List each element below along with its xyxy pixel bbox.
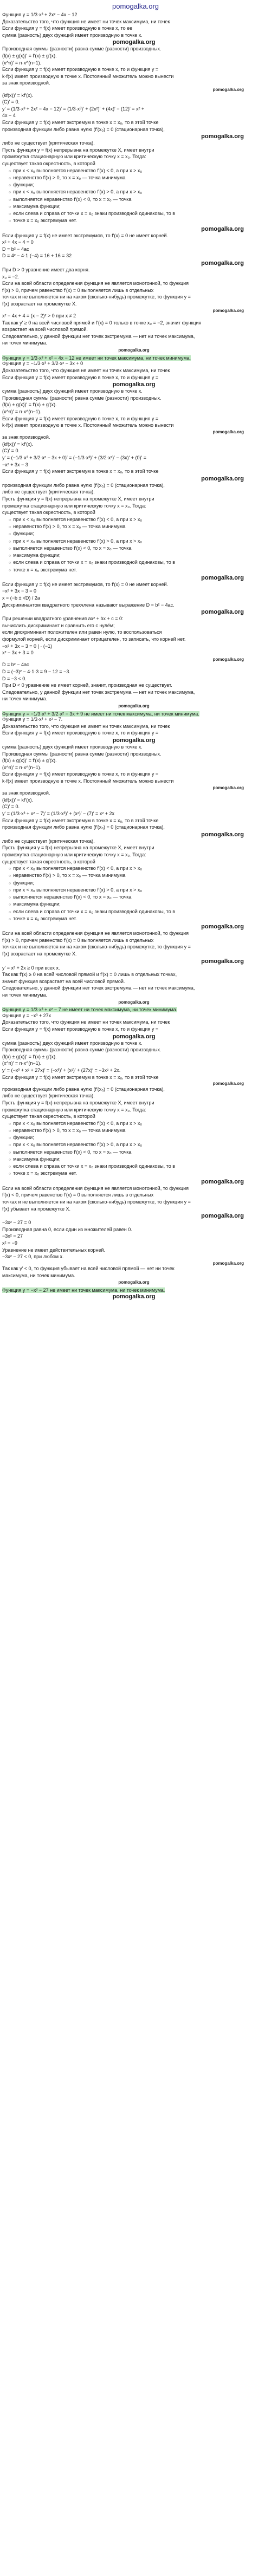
text-line: D = b² − 4ac (2, 246, 29, 252)
text-line: если дискриминант положителен или равен нулю, то воспользоваться (2, 629, 162, 635)
text-line: Если функция y = f(x) имеет производную в точке x, то и функция y = (2, 415, 159, 421)
condition-item: ○ выполняется неравенство f′(x) < 0, то x = x₀ — точка (9, 894, 266, 900)
text-line: D = b² − 4ac (2, 662, 29, 668)
watermark (2, 381, 266, 388)
condition-item: ○ максимума функции; (9, 552, 266, 558)
text-line: Функция y = −1/3·x³ + 3/2·x² − 3x + 0 (2, 361, 83, 367)
text-line: Если функция y = f(x) имеет экстремум в точке x = x₀, то в этой точке (2, 817, 159, 823)
text-line: Пусть функция y = f(x) непрерывна на промежутке X, имеет внутри (2, 1100, 154, 1105)
text-line: (f(x) ± g(x))′ = f′(x) ± g′(x). (2, 53, 57, 59)
watermark-text: pomogalka.org (212, 87, 244, 93)
watermark (2, 347, 266, 353)
watermark (2, 430, 266, 434)
text-line: сумма (разность) двух функций имеет производную в точке x. (2, 1040, 143, 1046)
condition-item: ○ при x < x₀ выполняется неравенство f′(x) < 0, а при x > x₀ (9, 866, 266, 871)
text-line: D = (−3)² − 4·1·3 = 9 − 12 = −3. (2, 668, 70, 674)
condition-list (2, 168, 266, 224)
watermark-text: pomogalka.org (212, 1081, 244, 1087)
text-line: Если функция y = f(x) имеет производную в точке x, то и функция y = (2, 374, 159, 380)
text-line: (C)′ = 0. (2, 448, 20, 454)
watermark (2, 39, 266, 46)
text-line: При D < 0 уравнение не имеет корней, значит, производная не существует. (2, 682, 172, 688)
text-line: максимума, ни точек минимума. (2, 1272, 75, 1278)
solution-section (2, 355, 266, 709)
watermark-text: pomogalka.org (201, 958, 244, 965)
text-line: Если функция y = f(x) имеет производную в точке x, то и функция y = (2, 67, 159, 73)
text-line: f′(x) > 0, причем равенство f′(x) = 0 выполняется лишь в отдельных (2, 937, 154, 943)
text-line: Следовательно, у данной функции нет точек экстремума — нет ни точек максимума, (2, 689, 195, 695)
watermark (2, 737, 266, 744)
condition-item: ○ выполняется неравенство f′(x) < 0, то x = x₀ — точка (9, 197, 266, 203)
condition-item: ○ функции; (9, 531, 266, 537)
text-line: y′ = (1/3·x³ + x² − 7)′ = (1/3·x³)′ + (x²)′ − (7)′ = x² + 2x (2, 810, 114, 816)
watermark (2, 260, 266, 267)
text-line: Функция y = −x³ + 27x (2, 1012, 51, 1018)
condition-item: ○ функции; (9, 880, 266, 886)
section-title: Функция y = 1/3·x³ + x² − 7 не имеет ни точек максимума, ни точек минимума. (2, 1007, 178, 1013)
condition-item: ○ при x < x₀ выполняется неравенство f′(x) < 0, а при x > x₀ (9, 517, 266, 523)
watermark (2, 308, 266, 313)
text-line: x² = −9 (2, 1240, 18, 1246)
watermark (2, 1293, 266, 1300)
watermark (2, 785, 266, 790)
watermark-text: pomogalka.org (212, 785, 244, 790)
condition-item: ○ максимума функции; (9, 204, 266, 210)
text-line: y′ = (1/3·x³ + 2x² − 4x − 12)′ = (1/3·x³)′ + (2x²)′ + (4x)′ − (12)′ = x² + (2, 106, 145, 112)
text-line: f′(x) > 0, причем равенство f′(x) = 0 выполняется лишь в отдельных (2, 287, 154, 293)
text-line: −x² + 3x − 3 = 0 | · (−1) (2, 643, 53, 649)
text-line: промежутка стационарную или критическую точку x = x₀. Тогда: (2, 503, 146, 509)
condition-item: ○ неравенство f′(x) > 0, то x = x₀ — точка минимума (9, 873, 266, 879)
text-line: (C)′ = 0. (2, 99, 20, 105)
text-line: −3x² − 27 < 0, при любом x. (2, 1254, 64, 1260)
text-line: −3x² = 27 (2, 1233, 23, 1239)
text-line: 4x − 4 (2, 113, 16, 119)
watermark-text: pomogalka.org (201, 475, 244, 482)
text-line: Доказательство того, что функция не имеет ни точек максимума, ни точек (2, 18, 170, 24)
watermark (2, 476, 266, 483)
text-line: либо не существует (критическая точка). (2, 140, 95, 146)
text-line: ни точек минимума. (2, 992, 48, 998)
text-line: f′(x) < 0, причем равенство f′(x) = 0 выполняется лишь в отдельных (2, 1192, 154, 1198)
watermark (2, 657, 266, 662)
watermark-text: pomogalka.org (212, 308, 244, 313)
text-line: Если функция y = f(x) имеет экстремум в точке x = x₀, то в этой точке (2, 469, 159, 474)
watermark-text: pomogalka.org (112, 737, 156, 744)
text-line: Если функция y = f(x) имеет производную в точке x, то и функция y = (2, 771, 159, 777)
text-line: производная функции либо равна нулю (f′(x₀) = 0 (стационарная точка), (2, 482, 165, 488)
section-title: Функция y = 1/3·x³ + 2x² − 4x − 12 (2, 12, 78, 17)
watermark (2, 703, 266, 709)
text-line: вычислить дискриминант и сравнить его с нулём; (2, 622, 115, 628)
watermark-text: pomogalka.org (112, 39, 156, 46)
text-line: либо не существует (критическая точка). (2, 1093, 95, 1099)
text-line: либо не существует (критическая точка). (2, 489, 95, 495)
watermark-text: pomogalka.org (201, 225, 244, 232)
text-line: за знак производной. (2, 434, 50, 440)
watermark-text: pomogalka.org (212, 1260, 244, 1266)
text-line: (C)′ = 0. (2, 804, 20, 810)
text-line: точках и не выполняется ни на каком (сколько-нибудь) промежутке, то функция y = (2, 944, 191, 950)
condition-item: ○ выполняется неравенство f′(x) < 0, то x = x₀ — точка (9, 1149, 266, 1155)
text-line: Производная суммы (разности) равна сумме (разности) производных. (2, 46, 162, 52)
watermark (2, 575, 266, 582)
watermark-text: pomogalka.org (201, 574, 244, 581)
text-line: −3x² − 27 = 0 (2, 1220, 31, 1226)
watermark-text: pomogalka.org (201, 923, 244, 931)
text-line: ни точек минимума. (2, 340, 48, 346)
text-line: Так как f′(x) ≥ 0 на всей числовой прямой и f′(x) = 0 лишь в отдельных точках, (2, 972, 177, 978)
text-line: −x² + 3x − 3 (2, 461, 28, 467)
text-line: −x² + 3x − 3 = 0 (2, 588, 37, 594)
watermark (2, 1081, 266, 1086)
watermark (2, 226, 266, 233)
watermark-text: pomogalka.org (201, 259, 244, 266)
condition-item: ○ максимума функции; (9, 901, 266, 907)
text-line: Если на всей области определения функция не является монотонной, то функция (2, 1185, 189, 1191)
text-line: Пусть функция y = f(x) непрерывна на промежутке X, имеет внутри (2, 147, 154, 153)
watermark-text: pomogalka.org (118, 348, 150, 353)
text-line: существует такая окрестность, в которой (2, 858, 95, 864)
text-line: сумма (разность) двух функций имеет производную в точке x. (2, 388, 143, 394)
condition-list (2, 866, 266, 922)
watermark (2, 1033, 266, 1040)
text-line: Уравнение не имеет действительных корней. (2, 1247, 105, 1253)
text-line: сумма (разность) двух функций имеет производную в точке x. (2, 32, 143, 38)
text-line: f(x) возрастает на промежутке X. (2, 951, 77, 957)
text-line: k·f(x) имеет производную в точке x. Постоянный множитель можно вынести (2, 73, 174, 79)
text-line: (kf(x))′ = kf′(x). (2, 441, 34, 447)
watermark (2, 923, 266, 931)
text-line: Производная равна 0, если один из множителей равен 0. (2, 1226, 132, 1232)
text-line: существует такая окрестность, в которой (2, 160, 95, 166)
watermark (2, 133, 266, 140)
watermark (2, 1279, 266, 1285)
text-line: производная функции либо равна нулю (f′(x₀) = 0 (стационарная точка), (2, 824, 165, 830)
section-title: Функция y = 1/3·x³ + x² − 4x − 12 не имеет ни точек максимума, ни точек минимума. (2, 355, 191, 361)
condition-list (2, 1121, 266, 1177)
solution-section (2, 711, 266, 1005)
watermark-text: pomogalka.org (201, 831, 244, 838)
text-line: Доказательство того, что функция не имеет ни точек максимума, ни точек (2, 723, 170, 729)
text-line: x² + 4x − 4 = 0 (2, 239, 34, 245)
text-line: промежутка стационарную или критическую точку x = x₀. Тогда: (2, 154, 146, 160)
text-line: Если функция y = f(x) имеет производную в точке x, то ее (2, 25, 133, 31)
text-line: (f(x) ± g(x))′ = f′(x) ± g′(x). (2, 758, 57, 764)
condition-item: ○ точке x = x₀ экстремума нет. (9, 218, 266, 224)
watermark (2, 87, 266, 92)
text-line: производная функции либо равна нулю (f′(x₀) = 0 (стационарная точка), (2, 126, 165, 132)
watermark (2, 1213, 266, 1220)
text-line: точках и не выполняется ни на каком (сколько-нибудь) промежутке, то функция y = (2, 1199, 191, 1205)
text-line: Если на всей области определения функция не является монотонной, то функция (2, 931, 189, 936)
condition-item: ○ точке x = x₀ экстремума нет. (9, 567, 266, 573)
condition-item: ○ если слева и справа от точки x = x₀ знаки производной одинаковы, то в (9, 909, 266, 915)
text-line: D = 4² − 4·1·(−4) = 16 + 16 = 32 (2, 253, 72, 259)
text-line: k·f(x) имеет производную в точке x. Постоянный множитель можно вынести (2, 422, 174, 428)
watermark (2, 958, 266, 965)
site-title[interactable]: pomogalka.org (112, 2, 159, 10)
watermark (2, 609, 266, 616)
text-line: (f(x) ± g(x))′ = f′(x) ± g′(x). (2, 1053, 57, 1059)
watermark-text: pomogalka.org (201, 133, 244, 140)
text-line: Доказательство того, что функция не имеет ни точек максимума, ни точек (2, 367, 170, 373)
text-line: Доказательство того, что функция не имеет ни точек максимума, ни точек (2, 1019, 170, 1025)
condition-item: ○ при x < x₀ выполняется неравенство f′(x) > 0, а при x > x₀ (9, 189, 266, 195)
watermark (2, 999, 266, 1005)
text-line: либо не существует (критическая точка). (2, 838, 95, 844)
watermark (2, 1179, 266, 1186)
text-line: k·f(x) имеет производную в точке x. Постоянный множитель можно вынести (2, 778, 174, 784)
text-line: (f(x) ± g(x))′ = f′(x) ± g′(x). (2, 402, 57, 408)
text-line: Если функция y = f(x) имеет производную в точке x, то и функция y = (2, 1026, 159, 1032)
text-line: существует такая окрестность, в которой (2, 1114, 95, 1120)
watermark (2, 1261, 266, 1266)
condition-item: ○ при x < x₀ выполняется неравенство f′(x) > 0, а при x > x₀ (9, 1142, 266, 1148)
condition-item: ○ неравенство f′(x) > 0, то x = x₀ — точка минимума (9, 1128, 266, 1134)
text-line: возрастает на всей числовой прямой. (2, 327, 88, 333)
text-line: f(x) возрастает на промежутке X. (2, 301, 77, 307)
text-line: формулой корней, если дискриминант отрицателен, то записать, что корней нет. (2, 636, 186, 642)
text-line: за знак производной. (2, 790, 50, 796)
condition-item: ○ максимума функции; (9, 1156, 266, 1162)
text-line: y′ = x² + 2x ≥ 0 при всех x. (2, 965, 60, 971)
text-line: f(x) убывает на промежутке X. (2, 1206, 70, 1212)
condition-item: ○ точке x = x₀ экстремума нет. (9, 916, 266, 922)
text-line: x² − 3x + 3 = 0 (2, 650, 34, 656)
text-line: D = −3 < 0. (2, 675, 27, 681)
text-line: ни точек минимума. (2, 696, 48, 702)
solution-section (2, 12, 266, 353)
condition-item: ○ выполняется неравенство f′(x) < 0, то x = x₀ — точка (9, 545, 266, 551)
watermark-text: pomogalka.org (212, 429, 244, 434)
text-line: Производная суммы (разности) равна сумме (разности) производных. (2, 1047, 162, 1053)
solution-content (0, 12, 271, 1300)
text-line: точках и не выполняется ни на каком (сколько-нибудь) промежутке, то функция y = (2, 294, 191, 300)
text-line: Так как y′ ≥ 0 на всей числовой прямой и f′(x) = 0 только в точке x₀ = −2, значит функция (2, 320, 202, 326)
solution-section (2, 1007, 266, 1285)
text-line: Производная суммы (разности) равна сумме (разности) производных. (2, 395, 162, 401)
condition-item: ○ функции; (9, 1135, 266, 1141)
watermark-text: pomogalka.org (201, 1213, 244, 1220)
text-line: x₀ = −2. (2, 274, 20, 279)
text-line: (kf(x))′ = kf′(x). (2, 92, 34, 98)
watermark-text: pomogalka.org (112, 381, 156, 388)
watermark-text: pomogalka.org (212, 656, 244, 662)
text-line: y′ = (−1/3·x³ + 3/2·x² − 3x + 0)′ = (−1/3·x³)′ + (3/2·x²)′ − (3x)′ + (0)′ = (2, 455, 146, 461)
text-line: При D > 0 уравнение имеет два корня. (2, 266, 90, 272)
text-line: Если функция y = f(x) имеет производную в точке x, то и функция y = (2, 730, 159, 736)
condition-item: ○ неравенство f′(x) > 0, то x = x₀ — точка минимума (9, 175, 266, 181)
condition-item: ○ функции; (9, 182, 266, 188)
watermark (2, 831, 266, 838)
condition-item: ○ если слева и справа от точки x = x₀ знаки производной одинаковы, то в (9, 560, 266, 565)
section-title: Функция y = −1/3·x³ + 3/2·x² − 3x + 9 не имеет ни точек максимума, ни точек минимума. (2, 711, 199, 717)
condition-item: ○ если слева и справа от точки x = x₀ знаки производной одинаковы, то в (9, 211, 266, 217)
condition-item: ○ при x < x₀ выполняется неравенство f′(x) > 0, а при x > x₀ (9, 538, 266, 544)
text-line: Функция y = 1/3·x³ + x² − 7. (2, 717, 63, 723)
watermark-text: pomogalka.org (112, 1293, 156, 1300)
text-line: Если функция y = f(x) не имеет экстремумов, то f′(x) = 0 не имеет корней. (2, 581, 169, 587)
text-line: y′ = (−x³ + x² + 27x)′ = (−x³)′ + (x²)′ + (27x)′ = −3x² + 2x. (2, 1068, 121, 1074)
text-line: Если функция y = f(x) имеет экстремум в точке x = x₀, то в этой точке (2, 119, 159, 125)
text-line: Если функция y = f(x) не имеет экстремумов, то f′(x) = 0 не имеет корней. (2, 232, 169, 238)
text-line: значит функция возрастает на всей числовой прямой. (2, 978, 125, 984)
watermark-text: pomogalka.org (112, 1033, 156, 1040)
text-line: При решении квадратного уравнения ax² + bx + c = 0: (2, 616, 124, 622)
text-line: существует такая окрестность, в которой (2, 510, 95, 516)
text-line: Производная суммы (разности) равна сумме (разности) производных. (2, 751, 162, 757)
text-line: (x^n)′ = n·x^(n−1). (2, 764, 42, 770)
text-line: Следовательно, у данной функции нет точек экстремума — нет ни точек максимума, (2, 985, 195, 991)
watermark-text: pomogalka.org (201, 609, 244, 616)
text-line: x² − 4x + 4 = (x − 2)² > 0 при x ≠ 2 (2, 313, 76, 319)
condition-item: ○ при x < x₀ выполняется неравенство f′(x) < 0, а при x > x₀ (9, 1121, 266, 1127)
text-line: промежутка стационарную или критическую точку x = x₀. Тогда: (2, 1107, 146, 1113)
condition-item: ○ если слева и справа от точки x = x₀ знаки производной одинаковы, то в (9, 1163, 266, 1169)
condition-list (2, 517, 266, 573)
text-line: Если функция y = f(x) имеет экстремум в точке x = x₀, то в этой точке (2, 1074, 159, 1080)
watermark-text: pomogalka.org (118, 999, 150, 1005)
condition-item: ○ при x < x₀ выполняется неравенство f′(x) < 0, а при x > x₀ (9, 168, 266, 174)
condition-item: ○ точке x = x₀ экстремума нет. (9, 1170, 266, 1176)
text-line: (kf(x))′ = kf′(x). (2, 797, 34, 803)
text-line: Следовательно, у данной функции нет точек экстремума — нет ни точек максимума, (2, 333, 195, 339)
text-line: Так как y′ < 0, то функция убывает на всей числовой прямой — нет ни точек (2, 1266, 175, 1272)
watermark-text: pomogalka.org (201, 1178, 244, 1185)
watermark-text: pomogalka.org (118, 703, 150, 708)
text-line: (x^n)′ = n·x^(n−1). (2, 408, 42, 414)
text-line: сумма (разность) двух функций имеет производную в точке x. (2, 744, 143, 750)
text-line: (x^n)′ = n·x^(n−1). (2, 1061, 42, 1066)
final-answer: Функция y = −x³ − 27 не имеет ни точек максимума, ни точек минимума. (2, 1287, 165, 1293)
text-line: Пусть функция y = f(x) непрерывна на промежутке X, имеет внутри (2, 496, 154, 502)
text-line: Дискриминантом квадратного трехчлена называют выражение D = b² − 4ac. (2, 602, 175, 608)
condition-item: ○ неравенство f′(x) > 0, то x = x₀ — точка минимума (9, 524, 266, 530)
text-line: за знак производной. (2, 80, 50, 86)
text-line: (x^n)′ = n·x^(n−1). (2, 60, 42, 66)
text-line: Если на всей области определения функция не является монотонной, то функция (2, 281, 189, 287)
text-line: промежутка стационарную или критическую точку x = x₀. Тогда: (2, 851, 146, 857)
text-line: производная функции либо равна нулю (f′(x₀) = 0 (стационарная точка), (2, 1086, 165, 1092)
text-line: x = (−b ± √D) / 2a (2, 595, 40, 601)
watermark-text: pomogalka.org (118, 1280, 150, 1285)
text-line: Пусть функция y = f(x) непрерывна на промежутке X, имеет внутри (2, 845, 154, 851)
condition-item: ○ при x < x₀ выполняется неравенство f′(x) > 0, а при x > x₀ (9, 887, 266, 893)
